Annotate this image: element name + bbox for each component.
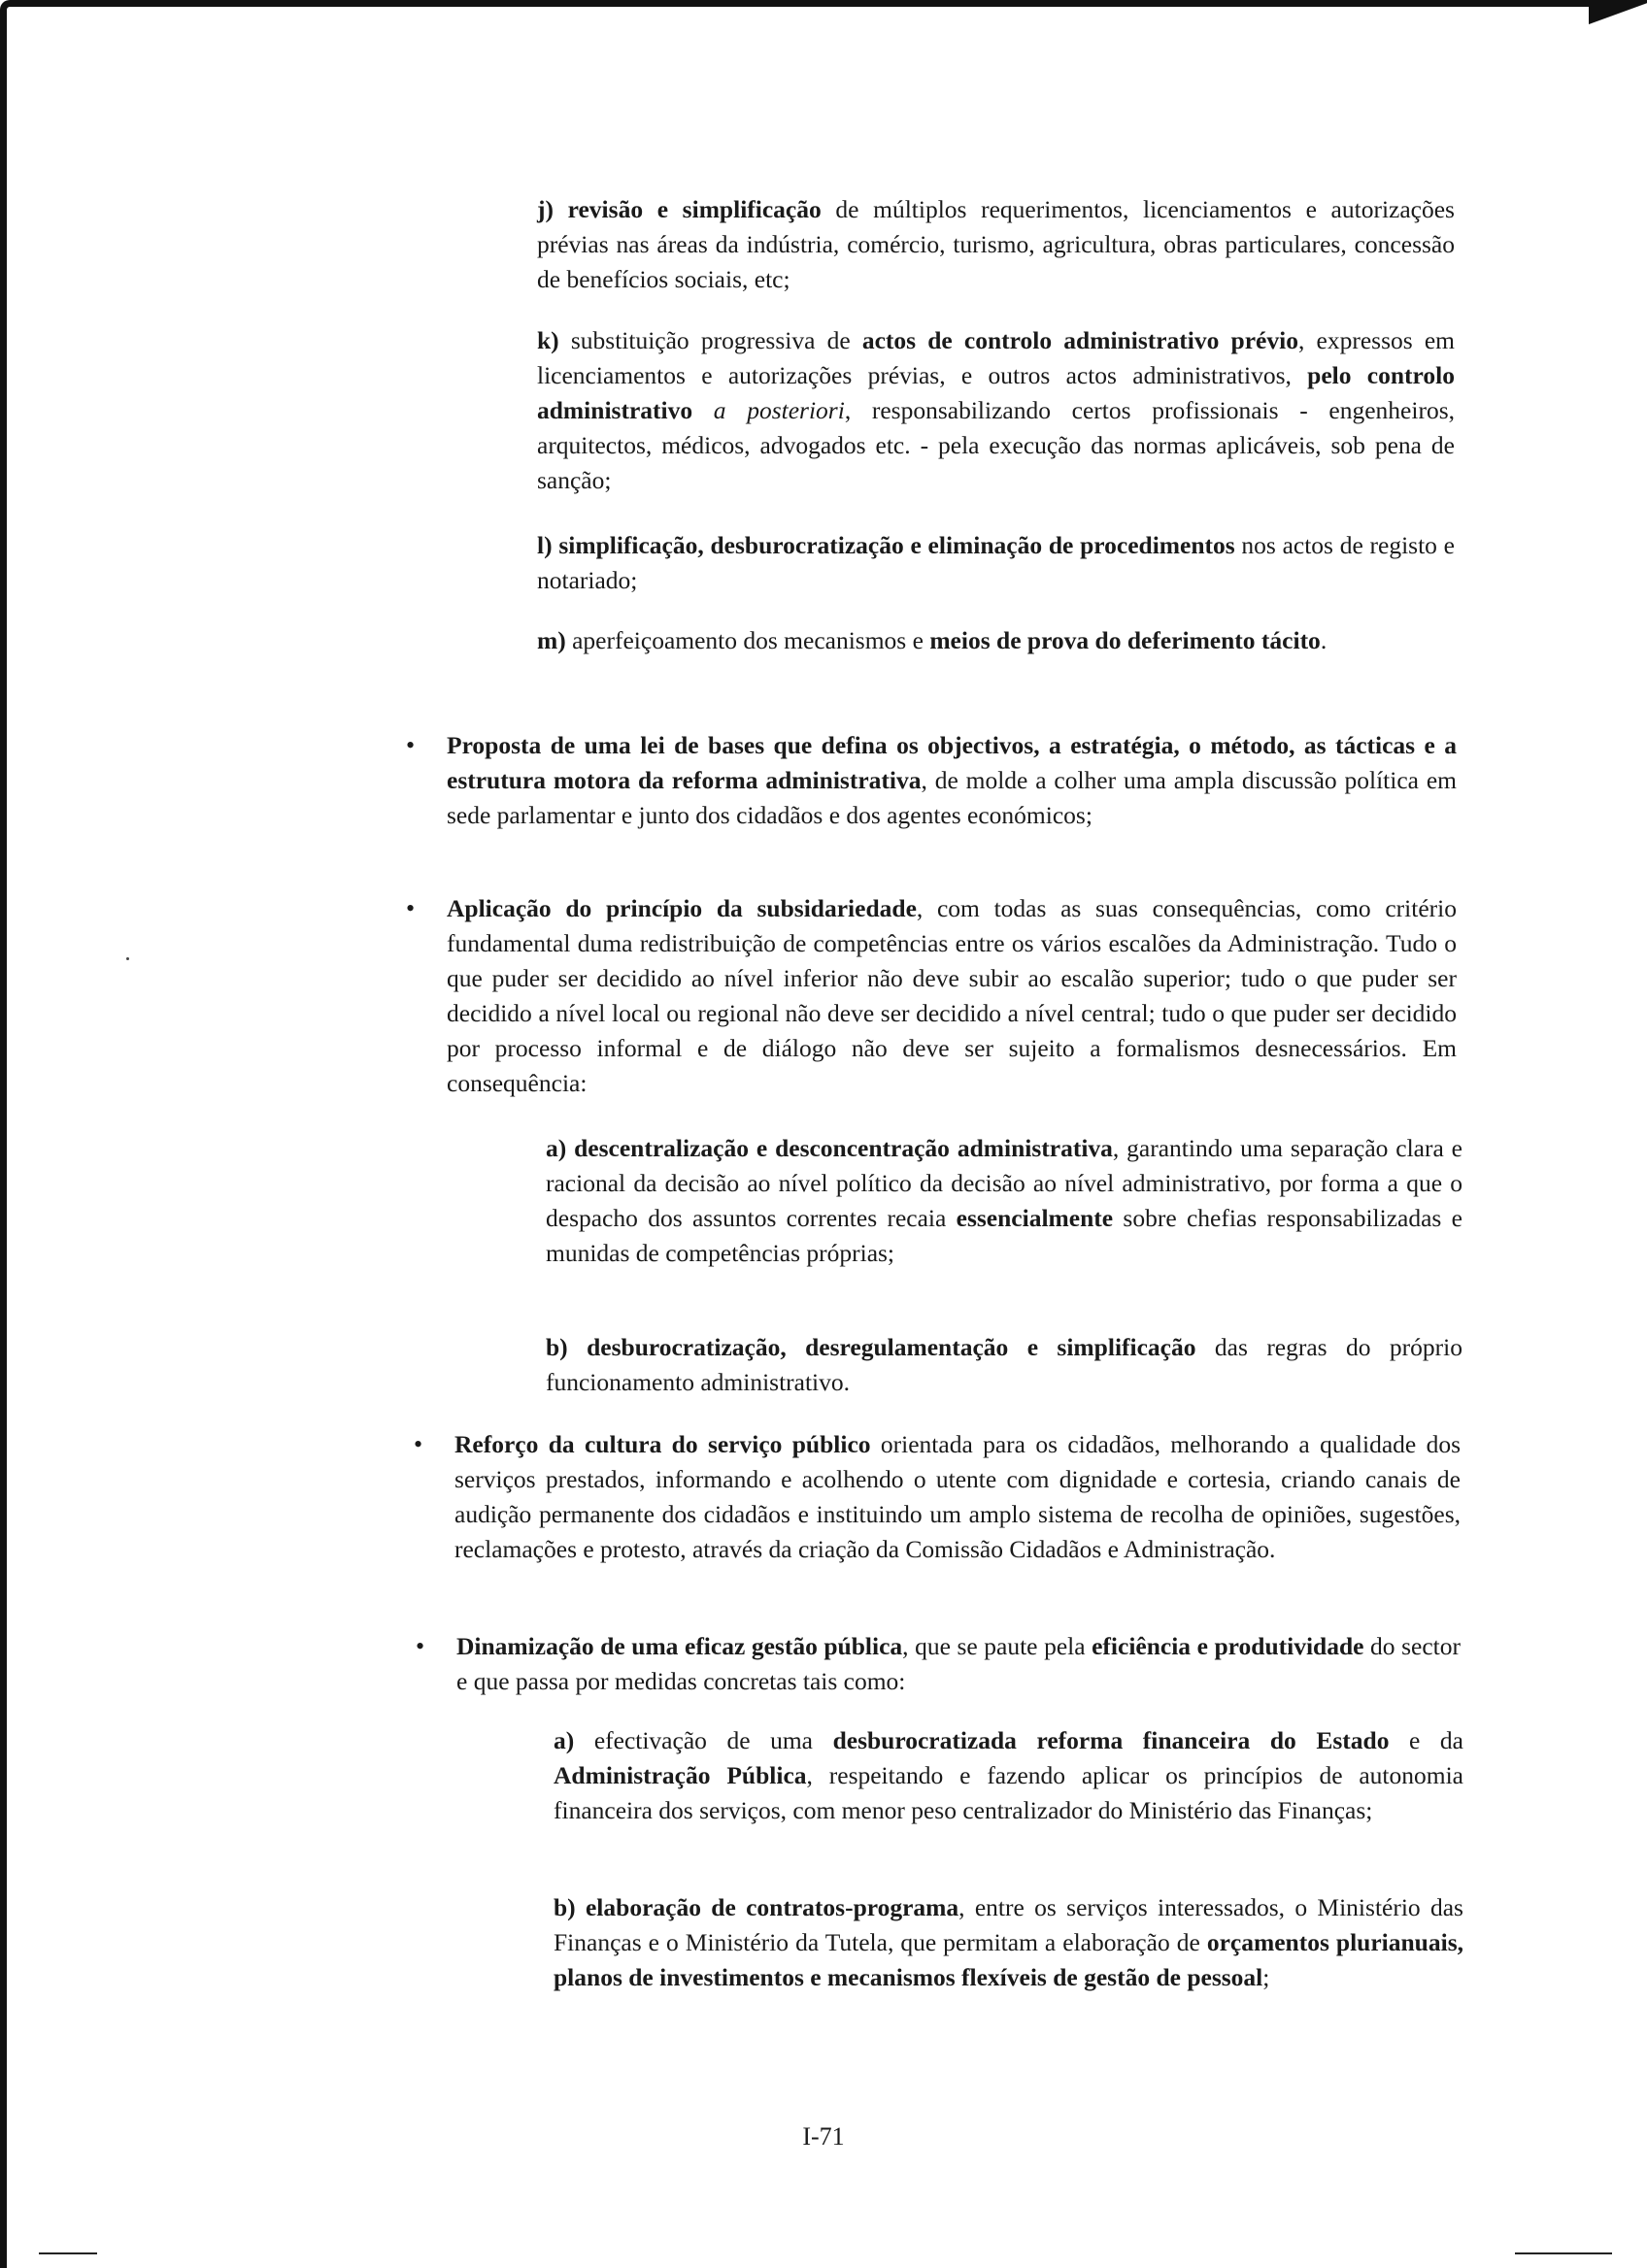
list-item-l xyxy=(537,528,1455,598)
item-lead: j) revisão e simplificação xyxy=(537,195,822,223)
item-italic: a posteriori xyxy=(713,396,845,424)
item-text: , entre os serviços interessados, o Ministério das Finanças e o Ministério da Tutela, que permitam a elaboração de xyxy=(554,1893,1463,1956)
item-text: , garantindo uma separação clara e racional da decisão ao nível político da decisão ao nível administrativo, por forma a que o despacho dos assuntos correntes recaia xyxy=(546,1134,1462,1232)
item-bold: eficiência e produtividade xyxy=(1092,1632,1364,1660)
item-bold: Reforço da cultura do serviço público xyxy=(454,1430,871,1458)
item-text: , de molde a colher uma ampla discussão política em sede parlamentar e junto dos cidadãos e dos agentes económicos; xyxy=(447,766,1457,829)
list-item-m xyxy=(537,623,1455,658)
item-lead: l) simplificação, desburocratização e eliminação de procedimentos xyxy=(537,531,1235,559)
item-text: , responsabilizando certos profissionais - engenheiros, arquitectos, médicos, advogados etc. - pela execução das normas aplicáveis, sob pena de sanção; xyxy=(537,396,1456,494)
item-text: substituição progressiva de xyxy=(558,326,862,354)
scan-edge-line xyxy=(39,2252,97,2254)
bullet-icon: • xyxy=(416,1632,425,1660)
scan-corner-mark xyxy=(1589,0,1647,39)
item-text: nos actos de registo e notariado; xyxy=(537,531,1455,594)
item-text: aperfeiçoamento dos mecanismos e xyxy=(565,626,930,654)
item-text xyxy=(692,396,714,424)
item-text: , com todas as suas consequências, como critério fundamental duma redistribuição de competências entre os vários escalões da Administração. Tudo o que puder ser decidido ao nível inferior não deve subir ao escalão superior; tudo o que puder ser decidido a nível local ou regional não deve ser decidido a nível central; tudo o que puder ser decidido por processo informal e de diálogo não deve ser sujeito a formalismos desnecessários. Em consequência: xyxy=(447,894,1457,1097)
item-bold: pelo controlo administrativo xyxy=(537,361,1455,424)
item-text: orientada para os cidadãos, melhorando a qualidade dos serviços prestados, informando e acolhendo o utente com dignidade e cortesia, criando canais de audição permanente dos cidadãos e instituindo um amplo sistema de recolha de opiniões, sugestões, reclamações e protesto, através da criação da Comissão Cidadãos e Administração. xyxy=(454,1430,1461,1563)
bullet-item xyxy=(416,1629,1462,1699)
item-text: do sector e que passa por medidas concretas tais como: xyxy=(456,1632,1462,1695)
item-text: e da xyxy=(1389,1726,1463,1754)
list-item-b xyxy=(554,1890,1463,1995)
item-text: ; xyxy=(1262,1963,1270,1991)
item-bold: a) descentralização e desconcentração administrativa xyxy=(546,1134,1113,1162)
item-bold: Dinamização de uma eficaz gestão pública xyxy=(456,1632,903,1660)
scan-border xyxy=(0,0,1593,10)
item-text: de múltiplos requerimentos, licenciamentos e autorizações prévias nas áreas da indústria, comércio, turismo, agricultura, obras particulares, concessão de benefícios sociais, etc; xyxy=(537,195,1455,293)
item-text: . xyxy=(1320,626,1328,654)
item-text: , expressos em licenciamentos e autorizações prévias, e outros actos administrativos, xyxy=(537,326,1455,389)
item-bold: Aplicação do princípio da subsidariedade xyxy=(447,894,917,922)
bullet-icon: • xyxy=(406,731,416,759)
item-text: das regras do próprio funcionamento administrativo. xyxy=(546,1333,1463,1396)
item-lead: a) xyxy=(554,1726,575,1754)
item-text: efectivação de uma xyxy=(574,1726,833,1754)
item-text: , respeitando e fazendo aplicar os princípios de autonomia financeira dos serviços, com menor peso centralizador do Ministério das Finanças; xyxy=(554,1761,1464,1824)
scan-speck xyxy=(126,957,129,960)
item-text: sobre chefias responsabilizadas e munidas de competências próprias; xyxy=(546,1204,1462,1267)
item-text: , que se paute pela xyxy=(902,1632,1092,1660)
item-bold: Proposta de uma lei de bases que defina os objectivos, a estratégia, o método, as tácticas e a estrutura motora da reforma administrativa xyxy=(447,731,1457,794)
bullet-item xyxy=(406,728,1457,833)
bullet-icon: • xyxy=(414,1430,423,1458)
bullet-icon: • xyxy=(406,894,416,922)
list-item-b xyxy=(546,1330,1462,1400)
list-item-j xyxy=(537,192,1455,297)
item-bold: b) elaboração de contratos-programa xyxy=(554,1893,959,1921)
page-number: I-71 xyxy=(802,2122,845,2151)
item-lead: m) xyxy=(537,626,566,654)
list-item-k xyxy=(537,323,1455,498)
item-bold: b) desburocratização, desregulamentação e simplificação xyxy=(546,1333,1196,1361)
item-lead: k) xyxy=(537,326,559,354)
bullet-item xyxy=(414,1427,1461,1567)
bullet-item xyxy=(406,891,1457,1101)
item-bold: actos de controlo administrativo prévio xyxy=(861,326,1298,354)
list-item-a xyxy=(546,1131,1462,1271)
item-bold: meios de prova do deferimento tácito xyxy=(929,626,1321,654)
scan-edge-line xyxy=(1515,2252,1612,2254)
item-bold: orçamentos plurianuais, planos de investimentos e mecanismos flexíveis de gestão de pessoal xyxy=(554,1928,1463,1991)
scan-border-left xyxy=(0,10,7,2268)
item-bold: desburocratizada reforma financeira do Estado xyxy=(832,1726,1390,1754)
list-item-a xyxy=(554,1723,1463,1828)
item-bold: Administração Pública xyxy=(554,1761,807,1789)
item-bold: essencialmente xyxy=(956,1204,1114,1232)
